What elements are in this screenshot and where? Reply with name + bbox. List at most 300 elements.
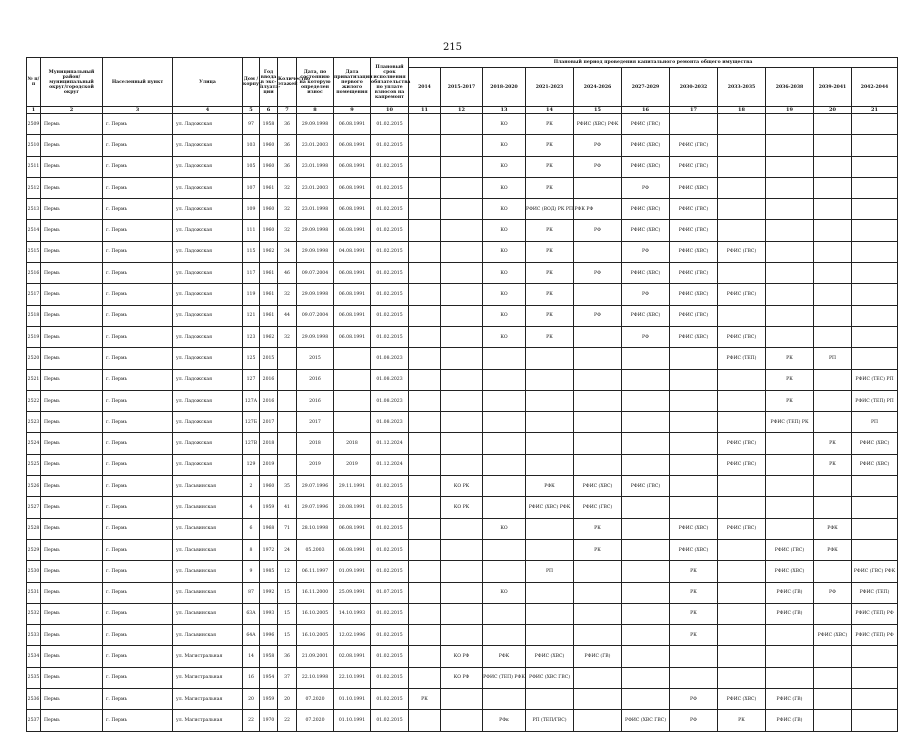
period-cell bbox=[441, 135, 483, 156]
municipal-cell: Пермь bbox=[41, 135, 103, 156]
year-cell: 2015 bbox=[260, 348, 278, 369]
row-number: 2516 bbox=[27, 263, 41, 284]
privatization-date-cell: 06.08.1991 bbox=[334, 326, 371, 347]
street-cell: ул. Ладожская bbox=[173, 348, 243, 369]
privatization-date-cell: 06.08.1991 bbox=[334, 156, 371, 177]
period-cell bbox=[574, 348, 622, 369]
col-header-year: Год ввода в экс-плуата-ции bbox=[260, 58, 278, 107]
settlement-cell: г. Пермь bbox=[103, 667, 173, 688]
house-cell: 2 bbox=[243, 476, 260, 497]
municipal-cell: Пермь bbox=[41, 263, 103, 284]
period-cell bbox=[409, 412, 441, 433]
period-cell bbox=[622, 646, 670, 667]
period-cell bbox=[409, 518, 441, 539]
wear-date-cell: 16.11.2000 bbox=[297, 582, 334, 603]
wear-date-cell: 29.09.1998 bbox=[297, 241, 334, 262]
period-header: 2021-2023 bbox=[526, 68, 574, 107]
house-cell: 127В bbox=[243, 433, 260, 454]
settlement-cell: г. Пермь bbox=[103, 305, 173, 326]
period-cell bbox=[670, 412, 718, 433]
period-cell bbox=[441, 454, 483, 475]
table-row bbox=[27, 539, 898, 560]
period-cell: РК bbox=[526, 135, 574, 156]
table-row bbox=[27, 582, 898, 603]
period-cell: РК bbox=[526, 220, 574, 241]
settlement-cell: г. Пермь bbox=[103, 156, 173, 177]
period-header: 2024-2026 bbox=[574, 68, 622, 107]
period-cell: РФИС (ГВ) bbox=[766, 582, 814, 603]
obligation-date-cell: 01.02.2015 bbox=[371, 476, 409, 497]
wear-date-cell: 2018 bbox=[297, 433, 334, 454]
street-cell: ул. Магистральная bbox=[173, 646, 243, 667]
year-cell: 1962 bbox=[260, 326, 278, 347]
house-cell: 111 bbox=[243, 220, 260, 241]
floors-cell: 35 bbox=[278, 476, 297, 497]
column-number: 15 bbox=[574, 107, 622, 114]
floors-cell: 36 bbox=[278, 156, 297, 177]
obligation-date-cell: 01.02.2015 bbox=[371, 199, 409, 220]
table-row bbox=[27, 561, 898, 582]
period-cell: КО bbox=[483, 114, 526, 135]
house-cell: 16 bbox=[243, 667, 260, 688]
wear-date-cell: 07.2020 bbox=[297, 689, 334, 710]
period-cell bbox=[441, 689, 483, 710]
municipal-cell: Пермь bbox=[41, 433, 103, 454]
period-cell: РК bbox=[766, 348, 814, 369]
privatization-date-cell: 04.08.1991 bbox=[334, 241, 371, 262]
period-cell bbox=[622, 603, 670, 624]
period-cell: КО bbox=[483, 135, 526, 156]
wear-date-cell: 29.07.1996 bbox=[297, 476, 334, 497]
floors-cell: 36 bbox=[278, 135, 297, 156]
period-cell bbox=[483, 497, 526, 518]
period-cell bbox=[483, 603, 526, 624]
period-cell bbox=[852, 177, 898, 198]
year-cell: 1992 bbox=[260, 582, 278, 603]
year-cell: 1960 bbox=[260, 135, 278, 156]
table-header bbox=[27, 58, 898, 114]
period-cell bbox=[409, 241, 441, 262]
period-cell bbox=[526, 625, 574, 646]
period-cell: КО bbox=[483, 326, 526, 347]
obligation-date-cell: 01.02.2015 bbox=[371, 114, 409, 135]
row-number: 2518 bbox=[27, 305, 41, 326]
obligation-date-cell: 01.02.2015 bbox=[371, 241, 409, 262]
street-cell: ул. Ладожская bbox=[173, 433, 243, 454]
period-header: 2014 bbox=[409, 68, 441, 107]
period-cell: РФИС (ХВС) РФК bbox=[574, 114, 622, 135]
period-cell bbox=[409, 646, 441, 667]
settlement-cell: г. Пермь bbox=[103, 263, 173, 284]
street-cell: ул. Ладожская bbox=[173, 390, 243, 411]
period-cell: РФИС (ТЕП) РФ bbox=[852, 625, 898, 646]
year-cell: 1960 bbox=[260, 156, 278, 177]
period-cell: РФИС (ГВ) bbox=[574, 646, 622, 667]
period-cell: РК bbox=[814, 454, 852, 475]
privatization-date-cell: 22.10.1991 bbox=[334, 667, 371, 688]
period-cell bbox=[409, 497, 441, 518]
col-header-house: Дом / корпус bbox=[243, 58, 260, 107]
period-cell bbox=[409, 667, 441, 688]
obligation-date-cell: 01.08.2023 bbox=[371, 348, 409, 369]
period-cell: РК bbox=[526, 156, 574, 177]
street-cell: ул. Ладожская bbox=[173, 412, 243, 433]
year-cell: 2016 bbox=[260, 390, 278, 411]
period-cell: РК bbox=[574, 518, 622, 539]
municipal-cell: Пермь bbox=[41, 710, 103, 731]
period-cell bbox=[718, 539, 766, 560]
period-cell bbox=[766, 135, 814, 156]
period-cell bbox=[483, 454, 526, 475]
house-cell: 127А bbox=[243, 390, 260, 411]
period-cell: РФК bbox=[814, 539, 852, 560]
wear-date-cell: 2016 bbox=[297, 390, 334, 411]
period-cell bbox=[766, 305, 814, 326]
obligation-date-cell: 01.02.2015 bbox=[371, 497, 409, 518]
wear-date-cell: 28.10.1998 bbox=[297, 518, 334, 539]
period-cell bbox=[852, 305, 898, 326]
row-number: 2522 bbox=[27, 390, 41, 411]
period-cell: РФ bbox=[622, 326, 670, 347]
settlement-cell: г. Пермь bbox=[103, 433, 173, 454]
privatization-date-cell: 06.08.1991 bbox=[334, 199, 371, 220]
period-cell bbox=[814, 220, 852, 241]
settlement-cell: г. Пермь bbox=[103, 220, 173, 241]
row-number: 2527 bbox=[27, 497, 41, 518]
house-cell: 20 bbox=[243, 689, 260, 710]
house-cell: 9 bbox=[243, 561, 260, 582]
house-cell: 121 bbox=[243, 305, 260, 326]
wear-date-cell: 29.09.1998 bbox=[297, 114, 334, 135]
period-cell bbox=[852, 135, 898, 156]
privatization-date-cell bbox=[334, 348, 371, 369]
settlement-cell: г. Пермь bbox=[103, 625, 173, 646]
street-cell: ул. Ладожская bbox=[173, 135, 243, 156]
floors-cell: 44 bbox=[278, 305, 297, 326]
period-cell bbox=[483, 412, 526, 433]
municipal-cell: Пермь bbox=[41, 518, 103, 539]
year-cell: 1960 bbox=[260, 476, 278, 497]
period-cell: РФИС (ХВС) bbox=[574, 476, 622, 497]
column-number-row bbox=[27, 107, 898, 114]
table-row bbox=[27, 454, 898, 475]
period-header: 2036-2038 bbox=[766, 68, 814, 107]
period-cell: КО bbox=[483, 284, 526, 305]
column-number: 17 bbox=[670, 107, 718, 114]
row-number: 2526 bbox=[27, 476, 41, 497]
wear-date-cell: 16.10.2005 bbox=[297, 625, 334, 646]
period-cell bbox=[574, 412, 622, 433]
period-cell bbox=[852, 114, 898, 135]
period-cell bbox=[814, 646, 852, 667]
house-cell: 109 bbox=[243, 199, 260, 220]
column-number: 5 bbox=[243, 107, 260, 114]
street-cell: ул. Ласьвинская bbox=[173, 561, 243, 582]
street-cell: ул. Ладожская bbox=[173, 199, 243, 220]
period-cell bbox=[483, 689, 526, 710]
period-cell bbox=[718, 199, 766, 220]
period-cell bbox=[409, 305, 441, 326]
period-cell bbox=[766, 156, 814, 177]
settlement-cell: г. Пермь bbox=[103, 518, 173, 539]
period-cell: РК bbox=[526, 305, 574, 326]
municipal-cell: Пермь bbox=[41, 603, 103, 624]
period-cell: РФИС (ГВС) bbox=[670, 156, 718, 177]
obligation-date-cell: 01.02.2015 bbox=[371, 305, 409, 326]
period-cell bbox=[814, 263, 852, 284]
col-header-settlement: Населенный пункт bbox=[103, 58, 173, 107]
period-cell bbox=[574, 667, 622, 688]
period-cell bbox=[441, 241, 483, 262]
floors-cell: 32 bbox=[278, 284, 297, 305]
col-header-street: Улица bbox=[173, 58, 243, 107]
period-cell bbox=[526, 689, 574, 710]
wear-date-cell: 2015 bbox=[297, 348, 334, 369]
period-cell bbox=[718, 135, 766, 156]
settlement-cell: г. Пермь bbox=[103, 177, 173, 198]
table-row bbox=[27, 369, 898, 390]
municipal-cell: Пермь bbox=[41, 412, 103, 433]
settlement-cell: г. Пермь bbox=[103, 348, 173, 369]
year-cell: 1961 bbox=[260, 305, 278, 326]
year-cell: 1954 bbox=[260, 667, 278, 688]
period-cell bbox=[409, 539, 441, 560]
period-cell: РФ bbox=[574, 220, 622, 241]
column-number: 6 bbox=[260, 107, 278, 114]
column-number: 20 bbox=[814, 107, 852, 114]
period-cell bbox=[766, 177, 814, 198]
row-number: 2514 bbox=[27, 220, 41, 241]
period-cell bbox=[441, 518, 483, 539]
table-row bbox=[27, 710, 898, 731]
wear-date-cell: 07.2020 bbox=[297, 710, 334, 731]
row-number: 2537 bbox=[27, 710, 41, 731]
period-cell bbox=[718, 603, 766, 624]
period-cell bbox=[718, 263, 766, 284]
settlement-cell: г. Пермь bbox=[103, 284, 173, 305]
period-cell bbox=[574, 433, 622, 454]
obligation-date-cell: 01.12.2024 bbox=[371, 433, 409, 454]
house-cell: 117 bbox=[243, 263, 260, 284]
period-cell bbox=[718, 476, 766, 497]
municipal-cell: Пермь bbox=[41, 284, 103, 305]
period-cell bbox=[409, 199, 441, 220]
period-cell: РК bbox=[718, 710, 766, 731]
period-cell bbox=[574, 603, 622, 624]
period-cell bbox=[670, 390, 718, 411]
obligation-date-cell: 01.02.2015 bbox=[371, 625, 409, 646]
wear-date-cell: 29.07.1996 bbox=[297, 497, 334, 518]
year-cell: 1961 bbox=[260, 284, 278, 305]
period-cell: РП (ТЕП/ГВС) bbox=[526, 710, 574, 731]
period-cell: РФИС (ХВС) bbox=[622, 263, 670, 284]
period-cell bbox=[441, 177, 483, 198]
period-cell bbox=[718, 412, 766, 433]
floors-cell: 15 bbox=[278, 603, 297, 624]
house-cell: 8 bbox=[243, 539, 260, 560]
period-cell bbox=[718, 646, 766, 667]
period-cell: РФИС (ХВС) bbox=[670, 326, 718, 347]
period-cell: РФИС (ГВС) bbox=[718, 433, 766, 454]
period-cell: РФИС (ТЕП) bbox=[718, 348, 766, 369]
row-number: 2519 bbox=[27, 326, 41, 347]
period-cell bbox=[852, 667, 898, 688]
period-cell bbox=[441, 220, 483, 241]
floors-cell: 34 bbox=[278, 241, 297, 262]
period-cell bbox=[526, 518, 574, 539]
period-cell bbox=[766, 646, 814, 667]
period-cell bbox=[718, 390, 766, 411]
period-cell: РФ bbox=[574, 135, 622, 156]
street-cell: ул. Ласьвинская bbox=[173, 539, 243, 560]
period-cell bbox=[814, 390, 852, 411]
period-cell bbox=[766, 667, 814, 688]
obligation-date-cell: 01.08.2023 bbox=[371, 369, 409, 390]
floors-cell: 15 bbox=[278, 625, 297, 646]
obligation-date-cell: 01.02.2015 bbox=[371, 284, 409, 305]
obligation-date-cell: 01.02.2015 bbox=[371, 667, 409, 688]
column-number: 12 bbox=[441, 107, 483, 114]
period-cell bbox=[526, 348, 574, 369]
period-header: 2030-2032 bbox=[670, 68, 718, 107]
period-cell: РП bbox=[852, 412, 898, 433]
period-cell bbox=[441, 263, 483, 284]
period-cell bbox=[670, 433, 718, 454]
house-cell: 14 bbox=[243, 646, 260, 667]
period-cell bbox=[814, 667, 852, 688]
column-number: 16 bbox=[622, 107, 670, 114]
privatization-date-cell: 29.11.1991 bbox=[334, 476, 371, 497]
period-cell bbox=[718, 220, 766, 241]
settlement-cell: г. Пермь bbox=[103, 241, 173, 262]
period-cell bbox=[670, 646, 718, 667]
period-cell bbox=[852, 646, 898, 667]
period-cell bbox=[409, 284, 441, 305]
house-cell: 22 bbox=[243, 710, 260, 731]
period-cell bbox=[670, 348, 718, 369]
floors-cell: 36 bbox=[278, 646, 297, 667]
period-cell bbox=[622, 667, 670, 688]
period-cell bbox=[814, 689, 852, 710]
street-cell: ул. Ладожская bbox=[173, 369, 243, 390]
period-cell bbox=[766, 454, 814, 475]
period-cell bbox=[622, 369, 670, 390]
period-cell bbox=[441, 348, 483, 369]
period-cell: РФК bbox=[814, 518, 852, 539]
street-cell: ул. Ласьвинская bbox=[173, 603, 243, 624]
period-cell bbox=[526, 412, 574, 433]
settlement-cell: г. Пермь bbox=[103, 710, 173, 731]
privatization-date-cell: 06.08.1991 bbox=[334, 539, 371, 560]
street-cell: ул. Ладожская bbox=[173, 177, 243, 198]
year-cell: 1970 bbox=[260, 710, 278, 731]
obligation-date-cell: 01.02.2015 bbox=[371, 603, 409, 624]
municipal-cell: Пермь bbox=[41, 305, 103, 326]
period-cell: РФИС (ТЕП) РК bbox=[766, 412, 814, 433]
table-row bbox=[27, 263, 898, 284]
period-cell: РФИС (ГВС) bbox=[622, 114, 670, 135]
street-cell: ул. Ладожская bbox=[173, 326, 243, 347]
floors-cell: 15 bbox=[278, 582, 297, 603]
period-cell: РК bbox=[670, 582, 718, 603]
period-cell bbox=[441, 625, 483, 646]
period-cell: РФИС (ХВС) bbox=[622, 135, 670, 156]
period-cell bbox=[574, 710, 622, 731]
house-cell: 123 bbox=[243, 326, 260, 347]
street-cell: ул. Ласьвинская bbox=[173, 582, 243, 603]
row-number: 2512 bbox=[27, 177, 41, 198]
period-cell bbox=[814, 156, 852, 177]
period-cell bbox=[718, 561, 766, 582]
settlement-cell: г. Пермь bbox=[103, 454, 173, 475]
period-cell bbox=[622, 454, 670, 475]
period-cell: РФИС (ХВС) bbox=[852, 433, 898, 454]
period-cell bbox=[441, 433, 483, 454]
period-cell bbox=[766, 263, 814, 284]
period-cell bbox=[814, 369, 852, 390]
period-cell bbox=[670, 454, 718, 475]
year-cell: 2016 bbox=[260, 369, 278, 390]
wear-date-cell: 09.07.2004 bbox=[297, 263, 334, 284]
period-cell bbox=[718, 156, 766, 177]
period-cell: РК bbox=[766, 390, 814, 411]
floors-cell: 22 bbox=[278, 710, 297, 731]
period-cell bbox=[441, 114, 483, 135]
period-cell: КО bbox=[483, 199, 526, 220]
table-row bbox=[27, 497, 898, 518]
municipal-cell: Пермь bbox=[41, 667, 103, 688]
house-cell: 127Б bbox=[243, 412, 260, 433]
period-cell bbox=[718, 625, 766, 646]
period-cell bbox=[718, 114, 766, 135]
obligation-date-cell: 01.08.2023 bbox=[371, 390, 409, 411]
municipal-cell: Пермь bbox=[41, 220, 103, 241]
period-cell bbox=[483, 348, 526, 369]
obligation-date-cell: 01.07.2015 bbox=[371, 582, 409, 603]
year-cell: 1993 bbox=[260, 603, 278, 624]
obligation-date-cell: 01.02.2015 bbox=[371, 561, 409, 582]
street-cell: ул. Ладожская bbox=[173, 114, 243, 135]
period-cell bbox=[622, 689, 670, 710]
wear-date-cell: 06.11.1997 bbox=[297, 561, 334, 582]
period-cell bbox=[814, 135, 852, 156]
obligation-date-cell: 01.02.2015 bbox=[371, 135, 409, 156]
period-cell bbox=[526, 433, 574, 454]
privatization-date-cell: 01.09.1991 bbox=[334, 561, 371, 582]
municipal-cell: Пермь bbox=[41, 156, 103, 177]
period-cell: РФИС (ГВС) bbox=[766, 539, 814, 560]
house-cell: 87 bbox=[243, 582, 260, 603]
period-cell: РФИС (ГВС) bbox=[718, 518, 766, 539]
obligation-date-cell: 01.02.2015 bbox=[371, 326, 409, 347]
period-cell bbox=[409, 114, 441, 135]
row-number: 2510 bbox=[27, 135, 41, 156]
street-cell: ул. Ладожская bbox=[173, 156, 243, 177]
period-cell bbox=[409, 433, 441, 454]
settlement-cell: г. Пермь bbox=[103, 497, 173, 518]
period-cell: РФ bbox=[574, 263, 622, 284]
period-cell bbox=[409, 263, 441, 284]
period-cell: РК bbox=[526, 114, 574, 135]
period-cell bbox=[766, 518, 814, 539]
year-cell: 1996 bbox=[260, 625, 278, 646]
municipal-cell: Пермь bbox=[41, 497, 103, 518]
table-row bbox=[27, 476, 898, 497]
period-cell: РФИС (ТЕП) РФ bbox=[852, 603, 898, 624]
period-cell bbox=[409, 220, 441, 241]
period-cell: РФИС (ХВС) bbox=[670, 518, 718, 539]
floors-cell: 20 bbox=[278, 689, 297, 710]
